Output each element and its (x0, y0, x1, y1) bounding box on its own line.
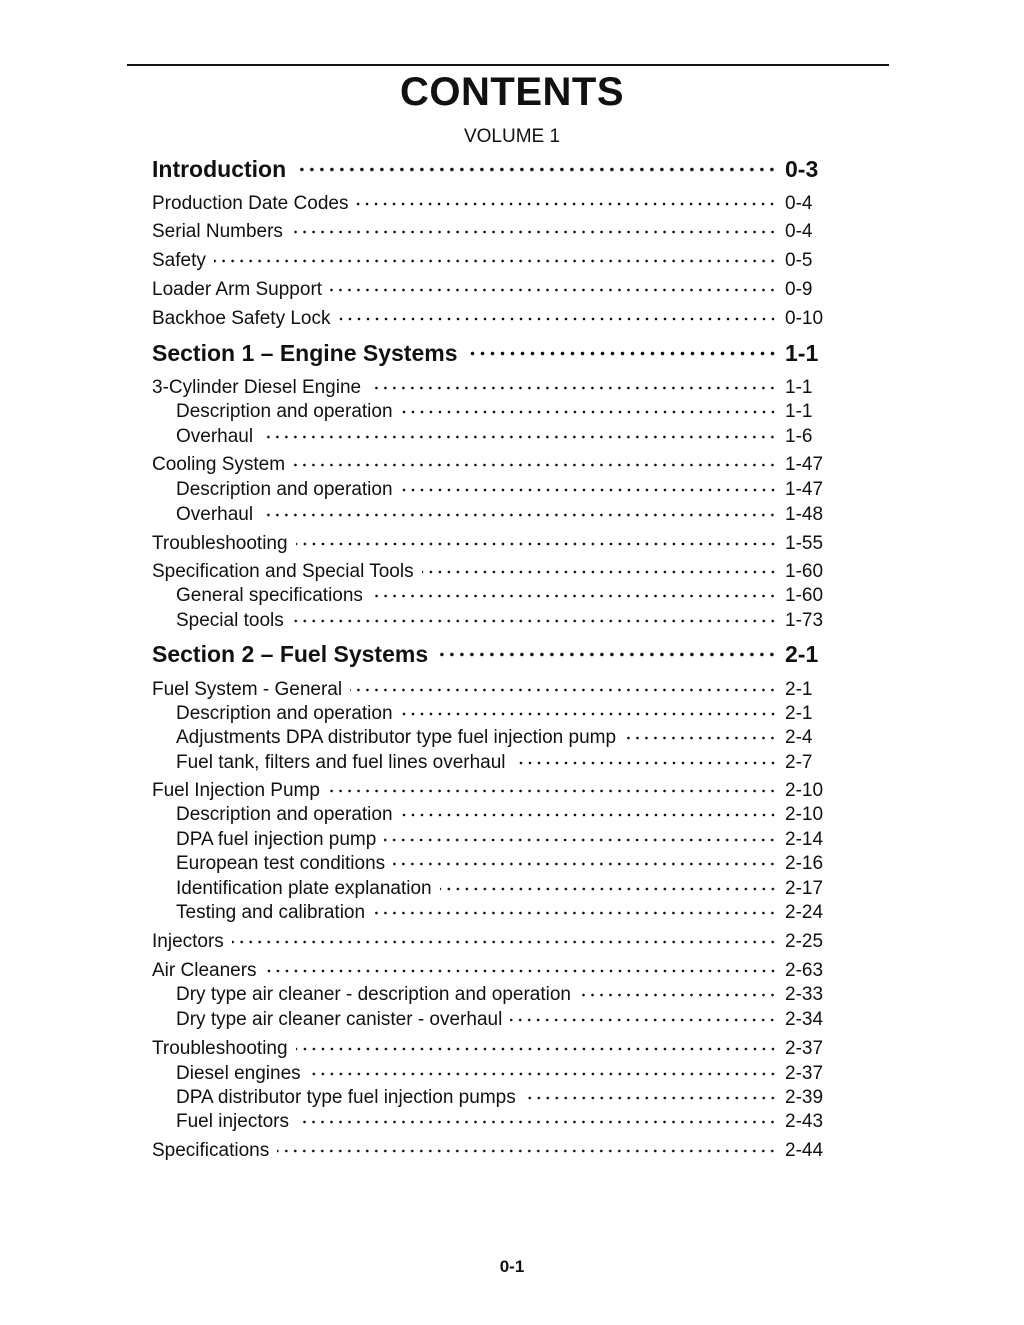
toc-entry-title: 3-Cylinder Diesel Engine (152, 377, 362, 398)
toc-page-number: 1-47 (785, 479, 824, 500)
toc-entry-title: Fuel injectors (176, 1111, 289, 1132)
toc-page-number: 2-24 (785, 902, 824, 923)
toc-item[interactable] (152, 560, 827, 584)
dot-leader (384, 838, 777, 842)
toc-subitem[interactable] (176, 1086, 827, 1110)
toc-subitem[interactable] (176, 726, 827, 750)
dot-leader (330, 288, 777, 292)
toc-page-number: 0-4 (785, 221, 813, 242)
toc-item[interactable] (152, 192, 827, 216)
toc-entry-title: Backhoe Safety Lock (152, 308, 331, 329)
toc-subitem[interactable] (176, 751, 827, 775)
dot-leader (339, 317, 778, 321)
toc-item[interactable] (152, 532, 827, 556)
dot-leader (350, 688, 777, 692)
toc-entry-title: Dry type air cleaner - description and operation (176, 984, 571, 1005)
toc-page-number: 2-16 (785, 853, 824, 874)
page-number: 0-1 (499, 1257, 525, 1276)
toc-entry-title: Identification plate explanation (176, 878, 432, 899)
dot-leader (292, 619, 777, 623)
toc-entry-title: Fuel tank, filters and fuel lines overhaul (176, 752, 506, 773)
toc-page-number: 2-44 (785, 1140, 824, 1161)
toc-entry-title: Troubleshooting (152, 1038, 288, 1059)
toc-page-number: 2-63 (785, 960, 824, 981)
toc-subitem[interactable] (176, 852, 827, 876)
toc-subitem[interactable] (176, 828, 827, 852)
dot-leader (440, 887, 777, 891)
toc-entry-title: Diesel engines (176, 1063, 301, 1084)
dot-leader (401, 712, 777, 716)
toc-section[interactable] (152, 154, 827, 184)
dot-leader (265, 969, 777, 973)
toc-entry-title: Introduction (152, 156, 287, 182)
toc-item[interactable] (152, 453, 827, 477)
toc-entry-title: DPA fuel injection pump (176, 829, 377, 850)
toc-page-number: 0-5 (785, 250, 813, 271)
toc-entry-title: Section 1 – Engine Systems (152, 340, 458, 366)
toc-page-number: 2-1 (785, 679, 813, 700)
toc-subitem[interactable] (176, 1062, 827, 1086)
page-title: CONTENTS (400, 70, 624, 114)
dot-leader (510, 1018, 777, 1022)
toc-item[interactable] (152, 959, 827, 983)
toc-section[interactable] (152, 639, 827, 669)
toc-entry-title: Section 2 – Fuel Systems (152, 641, 429, 667)
toc-page-number: 0-9 (785, 279, 813, 300)
toc-subitem[interactable] (176, 1110, 827, 1134)
toc-entry-title: European test conditions (176, 853, 386, 874)
toc-page-number: 2-4 (785, 727, 813, 748)
dot-leader (401, 813, 777, 817)
dot-leader (214, 259, 777, 263)
toc-entry-title: Description and operation (176, 703, 393, 724)
toc-entry-title: Fuel Injection Pump (152, 780, 320, 801)
dot-leader (371, 594, 777, 598)
toc-subitem[interactable] (176, 702, 827, 726)
toc-page-number: 0-10 (785, 308, 824, 329)
dot-leader (401, 488, 777, 492)
dot-leader (436, 652, 777, 657)
toc-page-number: 2-7 (785, 752, 813, 773)
dot-leader (524, 1096, 777, 1100)
toc-entry-title: Fuel System - General (152, 679, 343, 700)
dot-leader (232, 940, 777, 944)
toc-subitem[interactable] (176, 425, 827, 449)
toc-subitem[interactable] (176, 503, 827, 527)
dot-leader (401, 410, 777, 414)
toc-page-number: 2-37 (785, 1038, 824, 1059)
dot-leader (291, 230, 777, 234)
toc-page-number: 1-60 (785, 585, 824, 606)
dot-leader (369, 386, 777, 390)
toc-section[interactable] (152, 338, 827, 368)
volume-label: VOLUME 1 (463, 126, 561, 147)
dot-leader (466, 351, 777, 356)
toc-page-number: 0-3 (785, 156, 819, 182)
toc-item[interactable] (152, 376, 827, 400)
toc-item[interactable] (152, 1139, 827, 1163)
toc-item[interactable] (152, 678, 827, 702)
dot-leader (277, 1149, 777, 1153)
toc-entry-title: Testing and calibration (176, 902, 366, 923)
dot-leader (624, 736, 777, 740)
toc-page-number: 1-1 (785, 340, 819, 366)
toc-page-number: 2-37 (785, 1063, 824, 1084)
toc-page-number: 2-1 (785, 703, 813, 724)
toc-subitem[interactable] (176, 1008, 827, 1032)
toc-entry-title: Description and operation (176, 401, 393, 422)
toc-page-number: 2-34 (785, 1009, 824, 1030)
toc-item[interactable] (152, 779, 827, 803)
toc-entry-title: Air Cleaners (152, 960, 257, 981)
toc-page-number: 1-48 (785, 504, 824, 525)
toc-page-number: 2-17 (785, 878, 824, 899)
dot-leader (356, 202, 777, 206)
dot-leader (296, 542, 777, 546)
toc-entry-title: DPA distributor type fuel injection pumps (176, 1087, 516, 1108)
dot-leader (297, 1120, 777, 1124)
toc-page-number: 2-14 (785, 829, 824, 850)
toc-page-number: 2-25 (785, 931, 824, 952)
toc-subitem[interactable] (176, 901, 827, 925)
toc-entry-title: Safety (152, 250, 206, 271)
toc-page-number: 2-43 (785, 1111, 824, 1132)
dot-leader (294, 167, 777, 172)
toc-page-number: 1-60 (785, 561, 824, 582)
toc-subitem[interactable] (176, 609, 827, 633)
toc-page-number: 1-73 (785, 610, 824, 631)
toc-item[interactable] (152, 249, 827, 273)
toc-item[interactable] (152, 307, 827, 331)
dot-leader (309, 1072, 777, 1076)
toc-page-number: 2-33 (785, 984, 824, 1005)
dot-leader (261, 435, 777, 439)
toc-page-number: 2-10 (785, 804, 824, 825)
toc-subitem[interactable] (176, 478, 827, 502)
dot-leader (328, 789, 777, 793)
toc-entry-title: Special tools (176, 610, 284, 631)
toc-entry-title: Serial Numbers (152, 221, 283, 242)
toc-entry-title: Description and operation (176, 804, 393, 825)
toc-item[interactable] (152, 930, 827, 954)
toc-item[interactable] (152, 220, 827, 244)
dot-leader (514, 761, 777, 765)
toc-entry-title: Loader Arm Support (152, 279, 323, 300)
toc-subitem[interactable] (176, 584, 827, 608)
toc-entry-title: Production Date Codes (152, 193, 349, 214)
toc-item[interactable] (152, 1037, 827, 1061)
dot-leader (296, 1047, 777, 1051)
toc-subitem[interactable] (176, 877, 827, 901)
toc-entry-title: Description and operation (176, 479, 393, 500)
toc-subitem[interactable] (176, 400, 827, 424)
toc-page-number: 2-1 (785, 641, 819, 667)
toc-entry-title: Specification and Special Tools (152, 561, 414, 582)
toc-page-number: 1-1 (785, 401, 813, 422)
dot-leader (579, 993, 777, 997)
toc-page-number: 2-10 (785, 780, 824, 801)
dot-leader (373, 911, 777, 915)
toc-entry-title: Cooling System (152, 454, 286, 475)
toc-subitem[interactable] (176, 803, 827, 827)
toc-entry-title: Injectors (152, 931, 224, 952)
dot-leader (261, 513, 777, 517)
toc-page-number: 1-1 (785, 377, 813, 398)
toc-entry-title: General specifications (176, 585, 363, 606)
toc-item[interactable] (152, 278, 827, 302)
toc-subitem[interactable] (176, 983, 827, 1007)
dot-leader (393, 862, 777, 866)
toc-entry-title: Dry type air cleaner canister - overhaul (176, 1009, 503, 1030)
dot-leader (293, 463, 777, 467)
toc-entry-title: Specifications (152, 1140, 270, 1161)
toc-page-number: 1-6 (785, 426, 813, 447)
toc-page-number: 1-47 (785, 454, 824, 475)
toc-entry-title: Overhaul (176, 426, 254, 447)
toc-page-number: 2-39 (785, 1087, 824, 1108)
toc-entry-title: Overhaul (176, 504, 254, 525)
toc-entry-title: Adjustments DPA distributor type fuel injection pump (176, 727, 617, 748)
dot-leader (422, 570, 777, 574)
toc-entry-title: Troubleshooting (152, 533, 288, 554)
toc-page-number: 0-4 (785, 193, 813, 214)
toc-page-number: 1-55 (785, 533, 824, 554)
